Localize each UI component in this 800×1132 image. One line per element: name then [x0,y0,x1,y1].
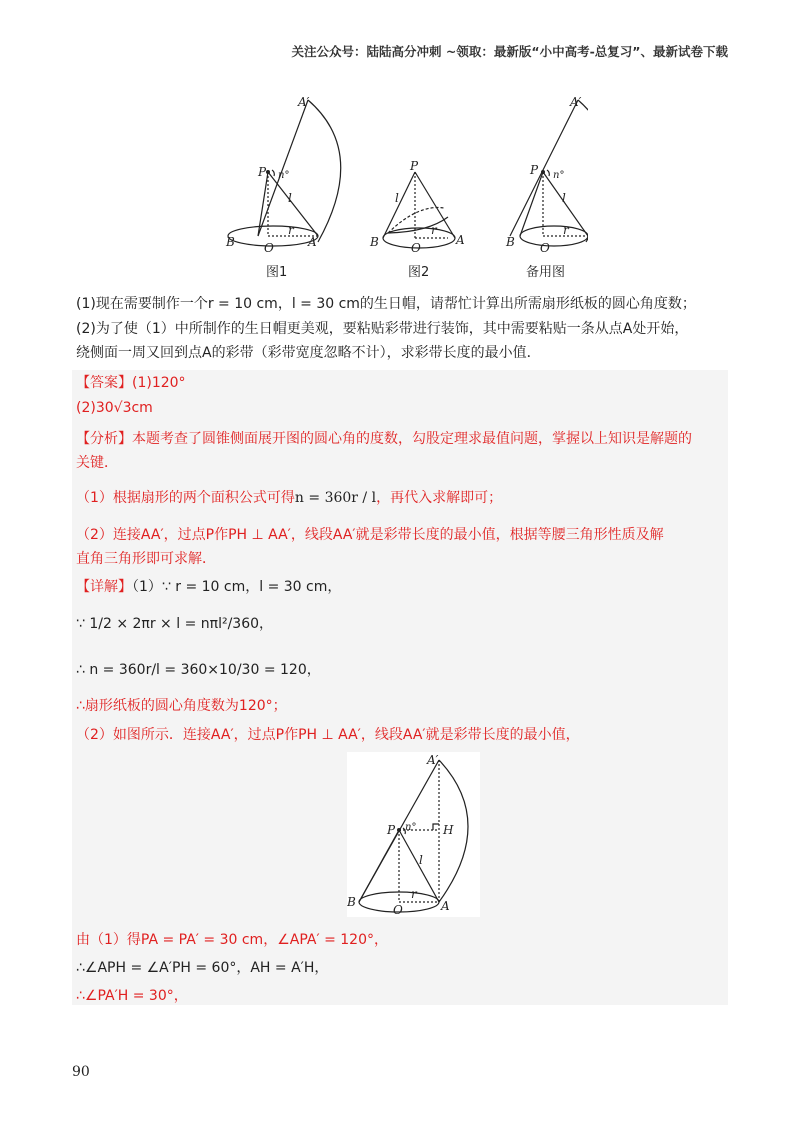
question-1: (1)现在需要制作一个r = 10 cm，l = 30 cm的生日帽，请帮忙计算出所需扇形纸板的圆心角度数； [76,296,696,312]
answer-1: (1)120° [132,375,186,391]
page-number: 90 [72,1064,90,1080]
analysis-p2-line2: 直角三角形即可求解． [76,551,216,567]
svg-text:B: B [370,235,379,249]
answer-line-1 [76,372,186,394]
analysis-line-1: 【分析】本题考查了圆锥侧面展开图的圆心角的度数，勾股定理求最值问题，掌握以上知识是解题的 [76,431,692,447]
detail-tag: 【详解】 [76,579,132,595]
svg-text:P: P [387,823,396,837]
detail-line-6: 由（1）得PA = PA′ = 30 cm，∠APA′ = 120°， [76,932,388,948]
fig1-caption: 图1 [266,265,288,280]
svg-text:r: r [411,887,417,901]
svg-text:l: l [419,853,423,867]
svg-text:O: O [540,241,550,255]
cone-figures [218,92,588,282]
svg-text:n°: n° [405,822,417,833]
formula-n: n = 360r / l [294,490,377,506]
svg-text:O: O [411,241,421,255]
svg-text:O: O [264,241,274,255]
analysis-line-2: 关键． [76,455,118,471]
question-2-line1: (2)为了使（1）中所制作的生日帽更美观，要粘贴彩带进行装饰，其中需要粘贴一条从点A处开始， [76,321,689,337]
svg-text:l: l [288,191,292,205]
svg-text:A′: A′ [427,753,439,767]
detail-line-7: ∴∠APH = ∠A′PH = 60°，AH = A′H， [76,960,329,976]
svg-text:n°: n° [278,170,290,181]
detail-line-1: 【详解】（1）∵ r = 10 cm，l = 30 cm， [76,579,342,595]
fig2-caption: 图2 [408,265,430,280]
svg-text:A′: A′ [570,95,582,109]
svg-text:n°: n° [553,170,565,181]
page-header: 关注公众号：陆陆高分冲刺 ~领取：最新版“小中高考-总复习”、最新试卷下载 [291,44,728,59]
svg-text:l: l [395,191,399,205]
answer-2: (2)30√3cm [76,400,153,416]
answer-tag: 【答案】 [76,375,132,391]
detail-line-4: ∴扇形纸板的圆心角度数为120°； [76,698,287,714]
analysis-p2-line1: （2）连接AA′，过点P作PH ⊥ AA′，线段AA′就是彩带长度的最小值，根据等腰三角形性质及解 [76,527,664,543]
svg-text:P: P [530,163,539,177]
svg-text:A: A [441,899,450,913]
detail-line-5: （2）如图所示．连接AA′，过点P作PH ⊥ AA′，线段AA′就是彩带长度的最小值， [76,727,580,743]
svg-text:r: r [288,223,294,237]
detail-line-3: ∴ n = 360r/l = 360×10/30 = 120， [76,662,321,678]
detail-line-2: ∵ 1/2 × 2πr × l = nπl²/360， [76,616,274,632]
detail-line-8: ∴∠PA′H = 30°， [76,988,188,1004]
svg-text:l: l [562,191,566,205]
question-2-line2: 绕侧面一周又回到点A的彩带（彩带宽度忽略不计），求彩带长度的最小值． [76,345,541,361]
svg-text:r: r [431,223,437,237]
svg-text:O: O [393,903,403,917]
analysis-tag: 【分析】 [76,431,132,447]
fig1-label-a-prime: A′ [298,95,310,109]
label-h: H [443,823,454,837]
fig3-caption: 备用图 [526,265,566,280]
svg-text:B: B [226,235,235,249]
unfolded-cone-figure [347,752,480,917]
svg-text:P: P [410,159,419,173]
analysis-p1: （1）根据扇形的两个面积公式可得n = 360r / l，再代入求解即可； [76,490,503,506]
svg-text:A: A [456,233,465,247]
svg-text:P: P [258,165,267,179]
svg-text:r: r [563,223,569,237]
svg-text:B: B [347,895,356,909]
svg-text:B: B [506,235,515,249]
svg-text:A: A [308,235,317,249]
